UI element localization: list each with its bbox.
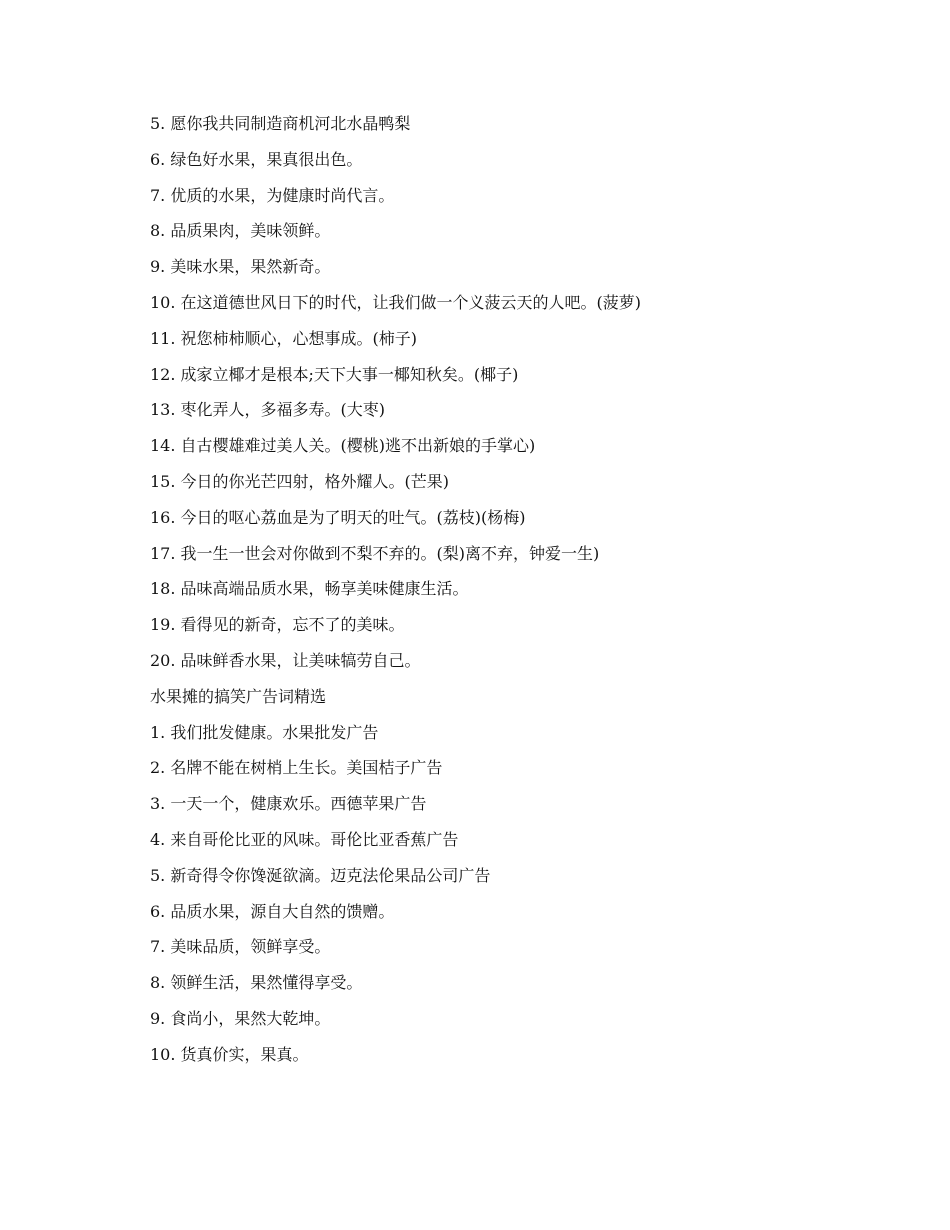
text-line: 8. 领鲜生活，果然懂得享受。 <box>150 973 363 993</box>
text-line: 8. 品质果肉，美味领鲜。 <box>150 221 331 241</box>
text-line: 9. 食尚小，果然大乾坤。 <box>150 1008 331 1028</box>
text-line: 17. 我一生一世会对你做到不梨不弃的。(梨)离不弃，钟爱一生) <box>150 543 600 563</box>
text-line: 16. 今日的呕心荔血是为了明天的吐气。(荔枝)(杨梅) <box>150 507 526 527</box>
text-line: 19. 看得见的新奇，忘不了的美味。 <box>150 615 405 635</box>
text-line: 5. 愿你我共同制造商机河北水晶鸭梨 <box>150 114 411 133</box>
text-line: 1. 我们批发健康。水果批发广告 <box>150 722 379 742</box>
text-line: 20. 品味鲜香水果，让美味犒劳自己。 <box>150 650 421 670</box>
text-line: 12. 成家立椰才是根本;天下大事一椰知秋矣。(椰子) <box>150 364 519 384</box>
text-line: 6. 品质水果，源自大自然的馈赠。 <box>150 901 395 921</box>
text-line: 13. 枣化弄人，多福多寿。(大枣) <box>150 400 386 420</box>
text-line: 10. 货真价实，果真。 <box>150 1044 309 1064</box>
section-heading: 水果摊的搞笑广告词精选 <box>150 686 327 706</box>
text-line: 7. 美味品质，领鲜享受。 <box>150 937 331 957</box>
text-line: 5. 新奇得令你馋涎欲滴。迈克法伦果品公司广告 <box>150 865 491 885</box>
text-line: 14. 自古樱雄难过美人关。(樱桃)逃不出新娘的手掌心) <box>150 436 536 456</box>
text-line: 9. 美味水果，果然新奇。 <box>150 257 331 277</box>
text-line: 18. 品味高端品质水果，畅享美味健康生活。 <box>150 579 469 599</box>
text-line: 3. 一天一个，健康欢乐。西德苹果广告 <box>150 794 427 814</box>
text-line: 15. 今日的你光芒四射，格外耀人。(芒果) <box>150 471 450 491</box>
text-line: 7. 优质的水果，为健康时尚代言。 <box>150 185 395 205</box>
text-line: 4. 来自哥伦比亚的风味。哥伦比亚香蕉广告 <box>150 829 459 849</box>
text-line: 10. 在这道德世风日下的时代，让我们做一个义菠云天的人吧。(菠萝) <box>150 292 642 312</box>
text-line: 11. 祝您柿柿顺心，心想事成。(柿子) <box>150 328 418 348</box>
text-line: 6. 绿色好水果，果真很出色。 <box>150 149 363 169</box>
document-body <box>150 106 850 1073</box>
text-line: 2. 名牌不能在树梢上生长。美国桔子广告 <box>150 758 443 778</box>
